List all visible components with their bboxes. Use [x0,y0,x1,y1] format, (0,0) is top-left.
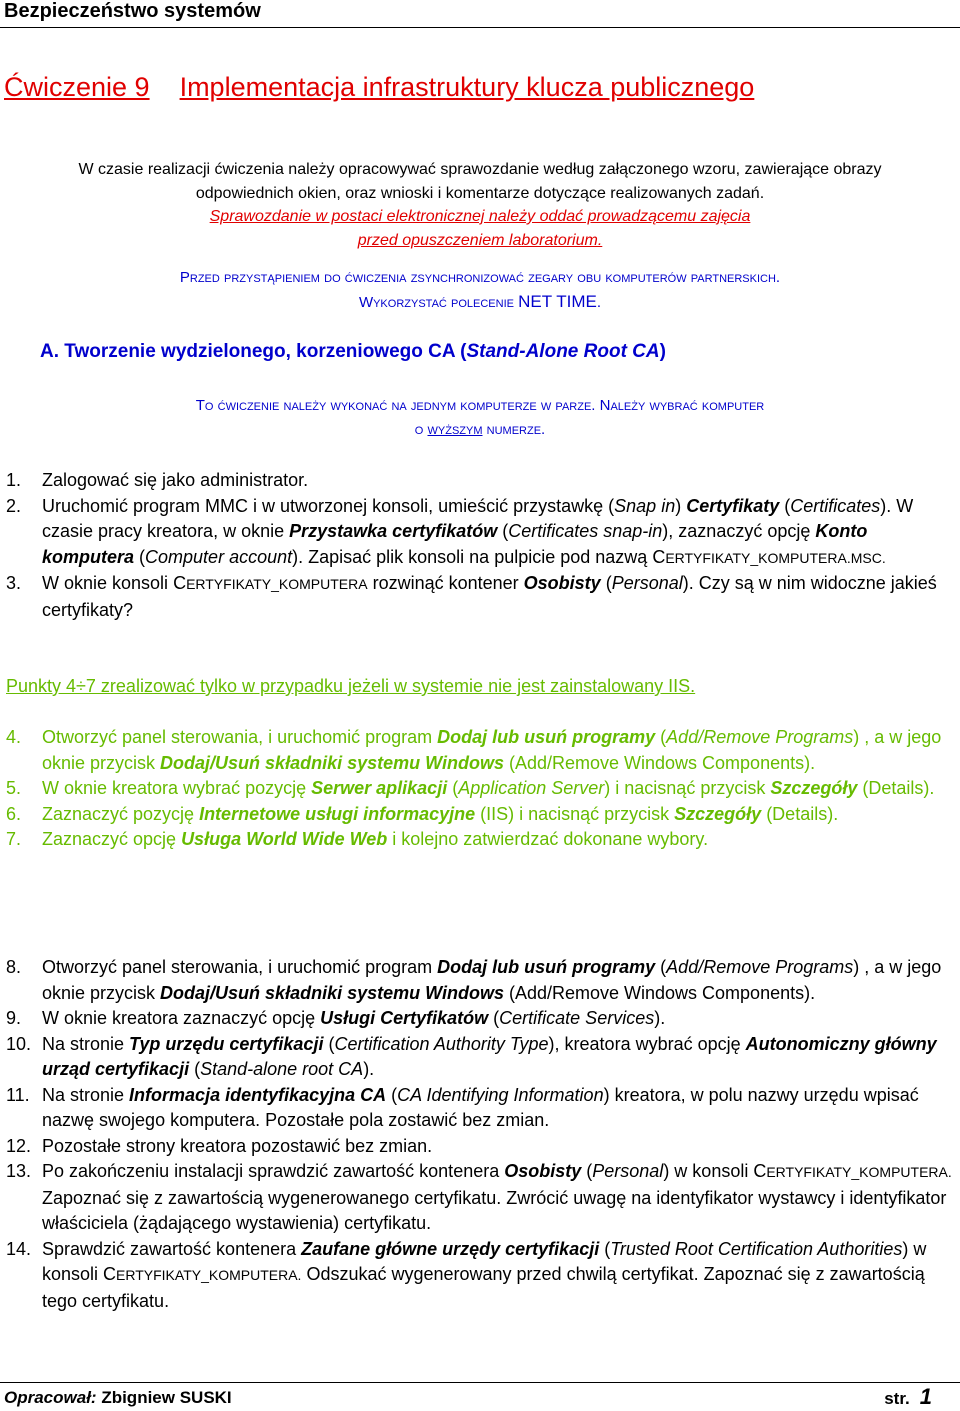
iis-note: Punkty 4÷7 zrealizować tylko w przypadku jeżeli w systemie nie jest zainstalowany IIS. [6,676,696,696]
list-item: 14. Sprawdzić zawartość kontenera Zaufane główne urzędy certyfikacji (Trusted Root Certification Authorities) w konsoli CERTYFIKATY_KOMPUTERA. Odszukać wygenerowany przed chwilą certyfikat. Zapoznać się z zawartością tego certyfikatu. [6,1238,927,1311]
list-item: 6. Zaznaczyć pozycję Internetowe usługi informacyjne (IIS) i nacisnąć przycisk Szczegóły (Details). [6,803,839,824]
list-item: 10. Na stronie Typ urzędu certyfikacji (Certification Authority Type), kreatora wybrać opcję Autonomiczny główny urząd certyfikacji (Stand-alone root CA). [6,1033,937,1079]
list-item: 2. Uruchomić program MMC i w utworzonej konsoli, umieścić przystawkę (Snap in) Certyfikaty (Certificates). W czasie pracy kreatora, w oknie Przystawka certyfikatów (Certificates snap-in), zaznaczyć opcję Konto komputera (Computer account). Zapisać plik konsoli na pulpicie pod nazwą CERTYFIKATY_KOMPUTERA.MSC. [6,495,914,567]
steps-list-1 [6,468,956,623]
note-line: o wyższym numerze. [414,421,546,438]
intro-line: W czasie realizacji ćwiczenia należy opracowywać sprawozdanie według załączonego wzoru, zawierające obrazy [78,161,882,178]
report-deadline-note: przed opuszczeniem laboratorium. [357,231,603,249]
footer-author: Opracował: Zbigniew SUSKI [4,1388,232,1407]
page-number: 1 [919,1384,932,1409]
report-deadline-note: Sprawozdanie w postaci elektronicznej należy oddać prowadzącemu zajęcia [209,208,751,225]
list-item: 13. Po zakończeniu instalacji sprawdzić zawartość kontenera Osobisty (Personal) w konsoli CERTYFIKATY_KOMPUTERA. Zapoznać się z zawartością wygenerowanego certyfikatu. Zwrócić uwagę na identyfikator wystawcy i identyfikator właściciela (żądającego wystawienia) certyfikatu. [6,1161,952,1233]
sync-line: Przed przystąpieniem do ćwiczenia zsynchronizować zegary obu komputerów partnerskich. [179,269,781,286]
running-header: Bezpieczeństwo systemów [4,0,261,22]
intro-paragraph [0,158,960,252]
sync-line: Wykorzystać polecenie NET TIME. [358,292,602,311]
header-rule [0,27,960,28]
list-item: 3. W oknie konsoli CERTYFIKATY_KOMPUTERA rozwinąć kontener Osobisty (Personal). Czy są w nim widoczne jakieś certyfikaty? [6,573,937,620]
list-item: 1. Zalogować się jako administrator. [6,470,309,490]
list-item: 4. Otworzyć panel sterowania, i uruchomić program Dodaj lub usuń programy (Add/Remove Programs) , a w jego oknie przycisk Dodaj/Usuń składniki systemu Windows (Add/Remove Windows Components). [6,727,942,773]
steps-list-2 [6,955,956,1314]
one-computer-note [0,394,960,442]
exercise-title [4,72,754,103]
exercise-number: Ćwiczenie 9 [4,72,150,102]
list-item: 7. Zaznaczyć opcję Usługa World Wide Web i kolejno zatwierdzać dokonane wybory. [6,829,709,849]
steps-list-iis [6,725,956,853]
note-line: To ćwiczenie należy wykonać na jednym komputerze w parze. Należy wybrać komputer [195,397,765,414]
list-item: 11. Na stronie Informacja identyfikacyjna CA (CA Identifying Information) kreatora, w polu nazwy urzędu wpisać nazwę swojego komputera. Pozostałe pola zostawić bez zmian. [6,1084,919,1130]
footer-page: str. 1 [884,1384,932,1409]
list-item: 8. Otworzyć panel sterowania, i uruchomić program Dodaj lub usuń programy (Add/Remove Programs) , a w jego oknie przycisk Dodaj/Usuń składniki systemu Windows (Add/Remove Windows Components). [6,957,942,1003]
intro-line: odpowiednich okien, oraz wnioski i komentarze dotyczące realizowanych zadań. [195,184,765,202]
exercise-name: Implementacja infrastruktury klucza publicznego [179,72,755,102]
list-item: 5. W oknie kreatora wybrać pozycję Serwer aplikacji (Application Server) i nacisnąć przycisk Szczegóły (Details). [6,778,935,798]
section-a-heading: A. Tworzenie wydzielonego, korzeniowego CA (Stand-Alone Root CA) [40,341,666,362]
footer-rule [0,1382,960,1383]
list-item: 12. Pozostałe strony kreatora pozostawić bez zmian. [6,1135,433,1156]
list-item: 9. W oknie kreatora zaznaczyć opcję Usługi Certyfikatów (Certificate Services). [6,1008,666,1028]
sync-clocks-note [0,266,960,315]
